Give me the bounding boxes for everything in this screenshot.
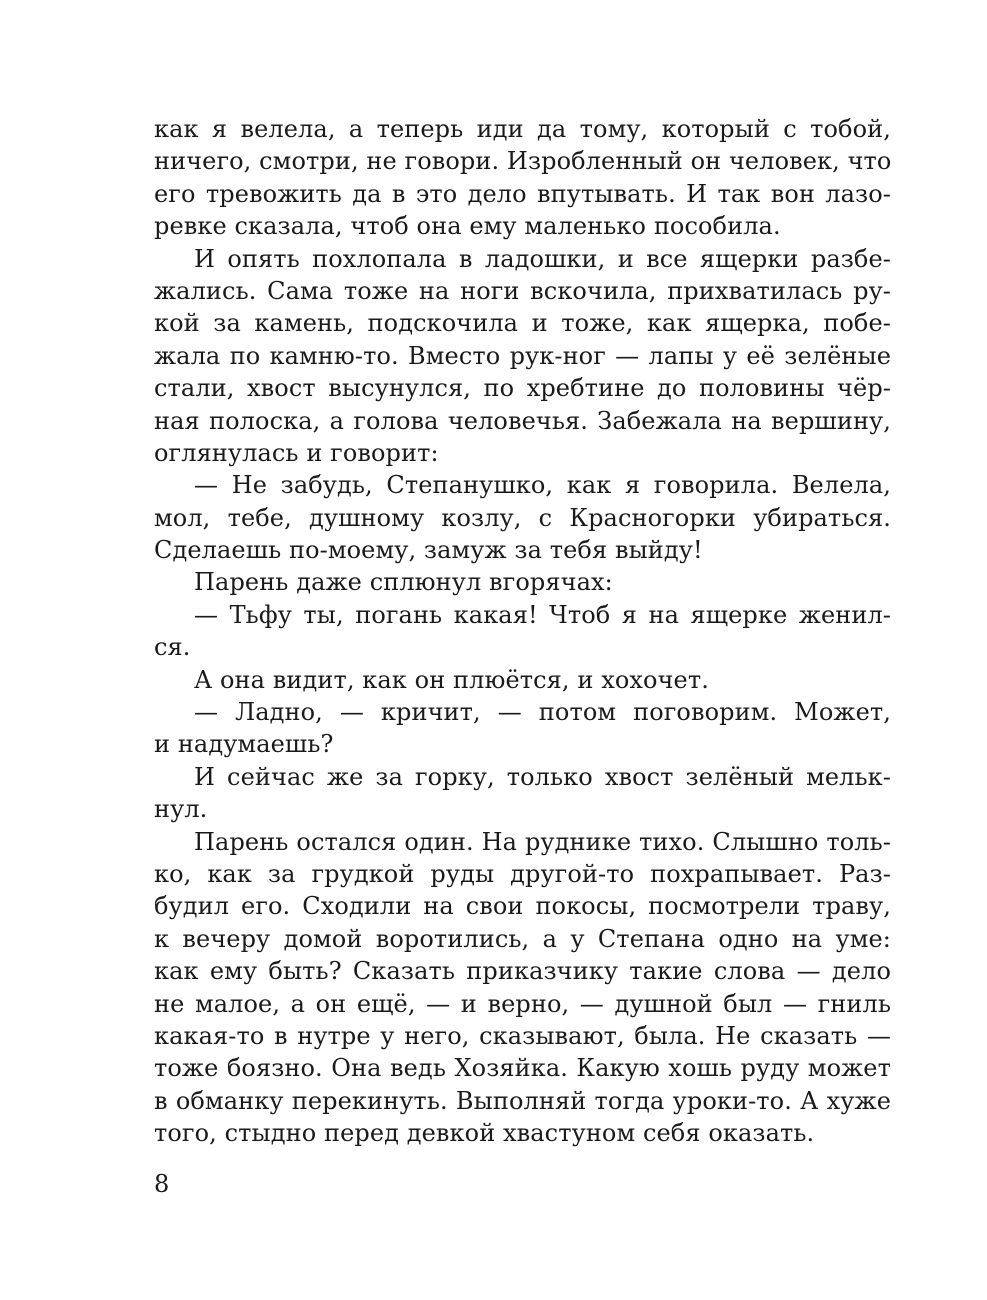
text-line: мол, тебе, душному козлу, с Красногорки убираться. [154, 503, 891, 532]
text-line: А она видит, как он плюётся, и хохочет. [194, 665, 709, 694]
text-line: Парень даже сплюнул вгорячах: [194, 568, 613, 597]
text-line: ся. [154, 633, 191, 662]
text-line: И опять похлопала в ладошки, и все ящерки разбе- [194, 244, 891, 273]
text-line: — Тьфу ты, погань какая! Чтоб я на ящерке женил- [194, 600, 891, 629]
text-line: Сделаешь по-моему, замуж за тебя выйду! [154, 536, 703, 565]
text-line: как ему быть? Сказать приказчику такие слова — дело [154, 957, 891, 986]
text-line: и надумаешь? [154, 730, 334, 759]
body-text [154, 113, 891, 1150]
text-line: ко, как за грудкой руды другой-то похрапывает. Раз- [154, 859, 891, 888]
text-line: стали, хвост высунулся, по хребтине до половины чёр- [154, 374, 891, 403]
text-line: к вечеру домой воротились, а у Степана одно на уме: [154, 924, 891, 953]
text-line: — Не забудь, Степанушко, как я говорила. Велела, [194, 471, 891, 500]
text-line: тоже боязно. Она ведь Хозяйка. Какую хошь руду может [154, 1054, 891, 1083]
text-line: ничего, смотри, не говори. Изробленный он человек, что [154, 147, 892, 176]
text-line: ревке сказала, чтоб она ему маленько пособила. [154, 212, 781, 241]
text-line: кой за камень, подскочила и тоже, как ящерка, побе- [154, 309, 891, 338]
text-line: И сейчас же за горку, только хвост зелёный мельк- [194, 762, 891, 791]
page-number: 8 [154, 1170, 170, 1198]
text-line: не малое, а он ещё, — и верно, — душной был — гниль [154, 989, 891, 1018]
text-line: жала по камню-то. Вместо рук-ног — лапы у её зелёные [154, 341, 891, 370]
text-line: того, стыдно перед девкой хвастуном себя оказать. [154, 1119, 815, 1148]
text-line: Парень остался один. На руднике тихо. Слышно толь- [194, 827, 891, 856]
text-line: жались. Сама тоже на ноги вскочила, прихватилась ру- [154, 276, 891, 305]
text-line: как я велела, а теперь иди да тому, который с тобой, [154, 115, 891, 143]
text-line: будил его. Сходили на свои покосы, посмотрели траву, [154, 892, 891, 921]
text-line: — Ладно, — кричит, — потом поговорим. Может, [194, 698, 891, 727]
text-line: какая-то в нутре у него, сказывают, была. Не сказать — [154, 1021, 891, 1050]
text-line: ная полоска, а голова человечья. Забежала на вершину, [154, 406, 891, 435]
text-line: его тревожить да в это дело впутывать. И так вон лазо- [154, 179, 891, 208]
text-line: в обманку перекинуть. Выполняй тогда уроки-то. А хуже [154, 1086, 891, 1115]
text-line: нул. [154, 795, 208, 824]
text-line: оглянулась и говорит: [154, 438, 439, 467]
